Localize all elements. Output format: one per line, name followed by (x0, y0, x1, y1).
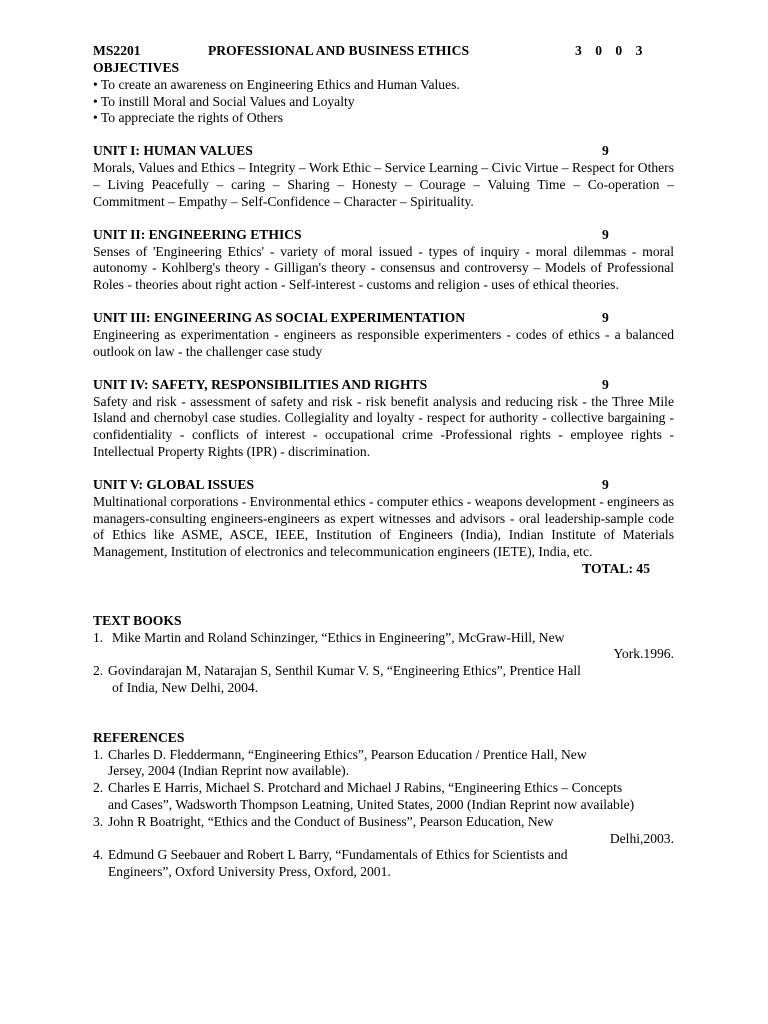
unit-body: Senses of 'Engineering Ethics' - variety of moral issued - types of inquiry - moral dilemmas - moral autonomy - Kohlberg's theory - Gilligan's theory - consensus and controversy – Models of Professional Roles - theories about right action - Self-interest - customs and religion - uses of ethical theories. (93, 243, 674, 293)
unit-title: UNIT V: GLOBAL ISSUES (93, 476, 255, 492)
item-text: Mike Martin and Roland Schinzinger, “Ethics in Engineering”, McGraw-Hill, New (112, 629, 565, 645)
references-section (93, 730, 674, 881)
objective-item: • To instill Moral and Social Values and Loyalty (93, 93, 355, 109)
unit-heading (93, 377, 674, 394)
unit-hours: 9 (602, 476, 609, 492)
textbooks-heading: TEXT BOOKS (93, 612, 182, 628)
unit-section (93, 310, 674, 361)
unit-section (93, 477, 674, 561)
unit-heading (93, 477, 674, 494)
objective-item: • To appreciate the rights of Others (93, 110, 284, 126)
unit-section (93, 227, 674, 294)
unit-body: Morals, Values and Ethics – Integrity – Work Ethic – Service Learning – Civic Virtue – Respect for Others – Living Peacefully – caring – Sharing – Honesty – Courage – Valuing Time – Co-operation – Commitment – Empathy – Self-Confidence – Character – Spirituality. (93, 160, 674, 209)
unit-hours: 9 (602, 309, 609, 325)
unit-body: Safety and risk - assessment of safety and risk - risk benefit analysis and reducing risk - the Three Mile Island and chernobyl case studies. Collegiality and loyalty - respect for authority - collective bargaining - confidentiality - conflicts of interest - occupational crime -Professional rights - employee rights - Intellectual Property Rights (IPR) - discrimination. (93, 393, 674, 459)
syllabus-page (93, 43, 674, 881)
unit-body: Multinational corporations - Environmental ethics - computer ethics - weapons development - engineers as managers-consulting engineers-engineers as expert witnesses and advisors - oral leadership-sample code of Ethics like ASME, ASCE, IEEE, Institution of Engineers (India), Indian Institute of Materials Management, Institution of electronics and telecommunication engineers (IETE), India, etc. (93, 493, 674, 560)
course-credits: 3 0 0 3 (575, 43, 648, 58)
unit-heading (93, 310, 674, 327)
item-text: Charles D. Fleddermann, “Engineering Ethics”, Pearson Education / Prentice Hall, New Jersey, 2004 (Indian Reprint now available). (108, 746, 587, 779)
textbook-item (93, 663, 674, 697)
unit-title: UNIT III: ENGINEERING AS SOCIAL EXPERIMENTATION (93, 309, 466, 325)
course-title: PROFESSIONAL AND BUSINESS ETHICS (208, 43, 470, 58)
item-number: 3. (93, 813, 104, 829)
item-number: 1. (93, 629, 104, 645)
item-text: Govindarajan M, Natarajan S, Senthil Kumar V. S, “Engineering Ethics”, Prentice Hall (108, 663, 581, 679)
objective-item: • To create an awareness on Engineering Ethics and Human Values. (93, 76, 460, 92)
unit-section (93, 143, 674, 210)
textbooks-section (93, 613, 674, 697)
course-header (93, 43, 674, 60)
item-tail: York.1996. (613, 646, 674, 662)
item-text-line2: of India, New Delhi, 2004. (112, 679, 259, 695)
textbook-item (93, 630, 674, 664)
unit-title: UNIT I: HUMAN VALUES (93, 143, 253, 159)
item-text: Edmund G Seebauer and Robert L Barry, “Fundamentals of Ethics for Scientists and Engineers”, Oxford University Press, Oxford, 2001. (108, 847, 568, 880)
item-text: Charles E Harris, Michael S. Protchard and Michael J Rabins, “Engineering Ethics – Concepts and Cases”, Wadsworth Thompson Leatning, United States, 2000 (Indian Reprint now available) (108, 780, 635, 812)
unit-section (93, 377, 674, 461)
objectives-heading: OBJECTIVES (93, 60, 180, 75)
reference-item (93, 780, 674, 814)
unit-hours: 9 (602, 143, 609, 159)
item-number: 2. (93, 663, 104, 679)
unit-hours: 9 (602, 226, 609, 242)
references-heading: REFERENCES (93, 729, 185, 745)
item-text: John R Boatright, “Ethics and the Conduct of Business”, Pearson Education, New (108, 813, 554, 829)
reference-item (93, 814, 674, 848)
item-tail: Delhi,2003. (609, 830, 674, 846)
course-code: MS2201 (93, 43, 141, 58)
item-number: 4. (93, 847, 104, 863)
reference-item (93, 747, 674, 781)
unit-body: Engineering as experimentation - engineers as responsible experimenters - codes of ethics - a balanced outlook on law - the challenger case study (93, 326, 674, 359)
unit-heading (93, 143, 674, 160)
unit-title: UNIT II: ENGINEERING ETHICS (93, 226, 302, 242)
unit-title: UNIT IV: SAFETY, RESPONSIBILITIES AND RIGHTS (93, 376, 428, 392)
unit-heading (93, 227, 674, 244)
unit-hours: 9 (602, 376, 609, 392)
item-number: 2. (93, 780, 104, 796)
reference-item (93, 847, 674, 881)
total-hours: TOTAL: 45 (582, 560, 650, 576)
item-number: 1. (93, 746, 104, 762)
